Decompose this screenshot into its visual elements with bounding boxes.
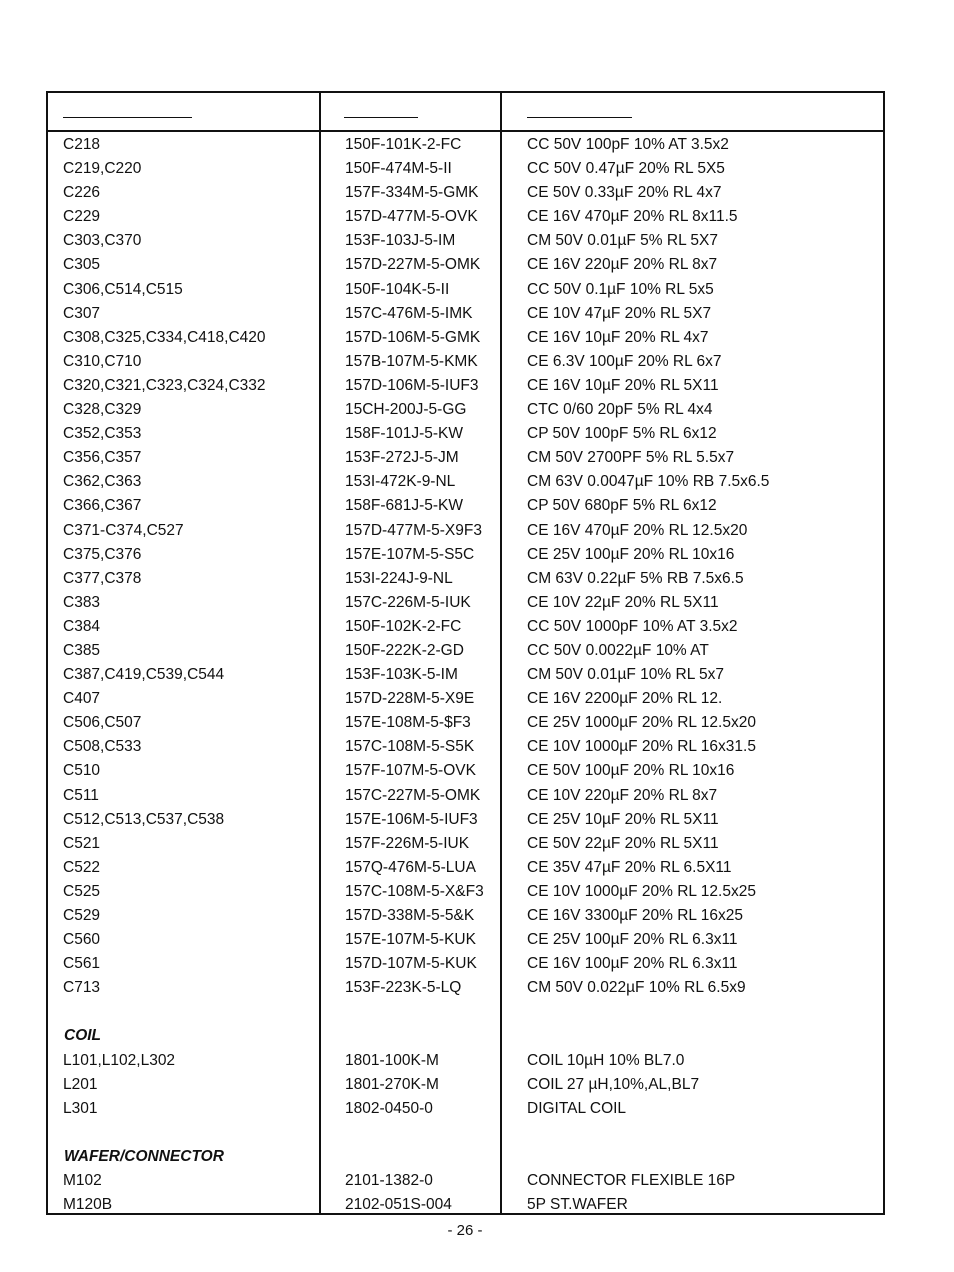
- description-cell: CE 6.3V 100µF 20% RL 6x7: [527, 352, 722, 370]
- ref-cell: C307: [63, 304, 101, 322]
- part-number-cell: 157D-106M-5-IUF3: [345, 376, 479, 394]
- table-row: [48, 856, 883, 880]
- table-row: [48, 494, 883, 518]
- header-divider: [48, 130, 883, 132]
- ref-cell: C328,C329: [63, 401, 142, 419]
- table-row: [48, 976, 883, 1000]
- ref-cell: C512,C513,C537,C538: [63, 810, 225, 828]
- ref-cell: C303,C370: [63, 232, 142, 250]
- table-row: [48, 952, 883, 976]
- description-cell: DIGITAL COIL: [527, 1099, 627, 1117]
- description-cell: CM 50V 0.022µF 10% RL 6.5x9: [527, 979, 746, 997]
- description-cell: CE 50V 0.33µF 20% RL 4x7: [527, 184, 722, 202]
- ref-cell: L101,L102,L302: [63, 1051, 176, 1069]
- part-number-cell: 157C-226M-5-IUK: [345, 593, 471, 611]
- part-number-cell: 157F-107M-5-OVK: [345, 762, 476, 780]
- table-row: [48, 350, 883, 374]
- table-row: [48, 784, 883, 808]
- table-row: [48, 326, 883, 350]
- ref-cell: C356,C357: [63, 449, 142, 467]
- ref-cell: C362,C363: [63, 473, 142, 491]
- description-cell: COIL 10µH 10% BL7.0: [527, 1051, 685, 1069]
- ref-cell: C375,C376: [63, 545, 142, 563]
- part-number-cell: 158F-681J-5-KW: [345, 497, 464, 515]
- ref-cell: C529: [63, 907, 101, 924]
- part-number-cell: 153F-272J-5-JM: [345, 449, 459, 467]
- part-number-cell: 2102-051S-004: [345, 1196, 452, 1214]
- description-cell: CTC 0/60 20pF 5% RL 4x4: [527, 401, 713, 419]
- ref-cell: C377,C378: [63, 569, 142, 587]
- part-number-cell: 157D-338M-5-5&K: [345, 907, 475, 924]
- description-cell: CONNECTOR FLEXIBLE 16P: [527, 1172, 736, 1190]
- table-row: [48, 832, 883, 856]
- table-row: [48, 278, 883, 302]
- part-number-cell: 150F-101K-2-FC: [345, 136, 462, 153]
- part-number-cell: 153F-103J-5-IM: [345, 232, 456, 250]
- part-number-cell: 2101-1382-0: [345, 1172, 433, 1190]
- part-number-cell: 157D-106M-5-GMK: [345, 328, 481, 346]
- description-cell: CE 16V 2200µF 20% RL 12.: [527, 690, 723, 708]
- part-number-cell: 157F-334M-5-GMK: [345, 184, 479, 202]
- ref-cell: C560: [63, 931, 101, 949]
- table-row: [48, 759, 883, 783]
- part-number-cell: 150F-102K-2-FC: [345, 617, 462, 635]
- table-row: [48, 157, 883, 181]
- part-number-cell: 157E-108M-5-$F3: [345, 714, 471, 732]
- part-number-cell: 153I-224J-9-NL: [345, 569, 453, 587]
- ref-cell: C407: [63, 690, 101, 708]
- ref-cell: C521: [63, 834, 101, 852]
- part-number-cell: 157D-107M-5-KUK: [345, 955, 477, 973]
- description-cell: CE 50V 22µF 20% RL 5X11: [527, 834, 719, 852]
- description-cell: CC 50V 0.0022µF 10% AT: [527, 641, 709, 659]
- description-cell: CE 25V 100µF 20% RL 10x16: [527, 545, 735, 563]
- table-row: [48, 470, 883, 494]
- part-number-cell: 157C-476M-5-IMK: [345, 304, 473, 322]
- part-number-cell: 157D-477M-5-X9F3: [345, 521, 482, 539]
- part-number-cell: 153F-223K-5-LQ: [345, 979, 462, 997]
- part-number-cell: 157E-107M-5-S5C: [345, 545, 475, 563]
- ref-cell: C371-C374,C527: [63, 521, 184, 539]
- ref-cell: C384: [63, 617, 101, 635]
- ref-cell: C385: [63, 641, 101, 659]
- table-row: [48, 880, 883, 904]
- part-number-cell: 153F-103K-5-IM: [345, 666, 458, 684]
- part-number-cell: 157C-227M-5-OMK: [345, 786, 481, 804]
- description-cell: CC 50V 1000pF 10% AT 3.5x2: [527, 617, 738, 635]
- part-number-cell: 157C-108M-5-S5K: [345, 738, 475, 756]
- description-cell: CC 50V 100pF 10% AT 3.5x2: [527, 136, 729, 153]
- part-number-cell: 157E-107M-5-KUK: [345, 931, 476, 949]
- description-header-underline: [527, 117, 632, 118]
- description-cell: CC 50V 0.47µF 20% RL 5X5: [527, 160, 725, 178]
- part-number-cell: 150F-104K-5-II: [345, 280, 450, 298]
- ref-cell: C305: [63, 256, 101, 274]
- part-number-cell: 15CH-200J-5-GG: [345, 401, 467, 419]
- description-cell: CE 16V 10µF 20% RL 4x7: [527, 328, 709, 346]
- table-row: [48, 808, 883, 832]
- part-number-cell: 150F-474M-5-II: [345, 160, 452, 178]
- description-cell: CP 50V 100pF 5% RL 6x12: [527, 425, 717, 443]
- location-header-underline: [63, 117, 192, 118]
- description-cell: CE 16V 100µF 20% RL 6.3x11: [527, 955, 738, 973]
- description-cell: CE 10V 1000µF 20% RL 12.5x25: [527, 882, 756, 900]
- table-row: [48, 253, 883, 277]
- ref-cell: C522: [63, 858, 101, 876]
- description-cell: CE 16V 470µF 20% RL 8x11.5: [527, 208, 738, 226]
- ref-cell: M120B: [63, 1196, 113, 1214]
- ref-cell: C352,C353: [63, 425, 142, 443]
- part-number-cell: 157Q-476M-5-LUA: [345, 858, 476, 876]
- table-row: [48, 374, 883, 398]
- table-row: [48, 133, 883, 157]
- ref-cell: C561: [63, 955, 101, 973]
- ref-cell: C508,C533: [63, 738, 142, 756]
- part-number-cell: 157C-108M-5-X&F3: [345, 882, 484, 900]
- description-cell: CE 10V 220µF 20% RL 8x7: [527, 786, 718, 804]
- part-number-cell: 1801-270K-M: [345, 1075, 439, 1093]
- part-number-cell: 1802-0450-0: [345, 1099, 433, 1117]
- table-row: [48, 639, 883, 663]
- table-body: [48, 133, 883, 1217]
- ref-cell: C366,C367: [63, 497, 142, 515]
- table-row: [48, 735, 883, 759]
- description-cell: CE 50V 100µF 20% RL 10x16: [527, 762, 735, 780]
- ref-cell: C219,C220: [63, 160, 142, 178]
- part-number-cell: 157D-227M-5-OMK: [345, 256, 481, 274]
- description-cell: CP 50V 680pF 5% RL 6x12: [527, 497, 717, 515]
- ref-cell: C506,C507: [63, 714, 142, 732]
- table-row: [48, 302, 883, 326]
- description-cell: CE 16V 220µF 20% RL 8x7: [527, 256, 718, 274]
- part-number-cell: 150F-222K-2-GD: [345, 641, 464, 659]
- part-number-cell: 157B-107M-5-KMK: [345, 352, 478, 370]
- table-row: [48, 615, 883, 639]
- part-number-header-underline: [344, 117, 418, 118]
- ref-cell: C310,C710: [63, 352, 142, 370]
- part-number-cell: 1801-100K-M: [345, 1051, 439, 1069]
- table-row: [48, 446, 883, 470]
- description-cell: CE 25V 1000µF 20% RL 12.5x20: [527, 714, 756, 732]
- spacer: [48, 1121, 883, 1145]
- table-row: [48, 229, 883, 253]
- description-cell: CE 10V 22µF 20% RL 5X11: [527, 593, 719, 611]
- description-cell: CC 50V 0.1µF 10% RL 5x5: [527, 280, 714, 298]
- table-row: [48, 543, 883, 567]
- ref-cell: C713: [63, 979, 101, 997]
- table-row: [48, 687, 883, 711]
- ref-cell: C387,C419,C539,C544: [63, 666, 225, 684]
- table-row: [48, 904, 883, 928]
- ref-cell: C229: [63, 208, 101, 226]
- ref-cell: C218: [63, 136, 101, 153]
- description-cell: CE 25V 100µF 20% RL 6.3x11: [527, 931, 738, 949]
- parts-table: [46, 91, 885, 1215]
- ref-cell: C525: [63, 882, 101, 900]
- page-number: - 26 -: [447, 1222, 483, 1239]
- ref-cell: M102: [63, 1172, 102, 1190]
- ref-cell: C308,C325,C334,C418,C420: [63, 328, 266, 346]
- table-row: [48, 663, 883, 687]
- ref-cell: L301: [63, 1099, 98, 1117]
- table-row: [48, 205, 883, 229]
- ref-cell: C511: [63, 786, 99, 804]
- table-row: [48, 1073, 883, 1097]
- table-row: [48, 519, 883, 543]
- section-heading-wafer-connector: WAFER/CONNECTOR: [64, 1147, 224, 1165]
- part-number-cell: 157F-226M-5-IUK: [345, 834, 470, 852]
- spacer: [48, 1000, 883, 1024]
- ref-cell: C510: [63, 762, 101, 780]
- ref-cell: C306,C514,C515: [63, 280, 183, 298]
- part-number-cell: 157D-228M-5-X9E: [345, 690, 475, 708]
- description-cell: CE 10V 47µF 20% RL 5X7: [527, 304, 712, 322]
- description-cell: CM 50V 2700PF 5% RL 5.5x7: [527, 449, 735, 467]
- table-row: [48, 181, 883, 205]
- description-cell: CE 25V 10µF 20% RL 5X11: [527, 810, 719, 828]
- table-row: [48, 1169, 883, 1193]
- section-heading-coil: COIL: [64, 1027, 102, 1045]
- table-row: [48, 398, 883, 422]
- description-cell: CE 16V 10µF 20% RL 5X11: [527, 376, 719, 394]
- ref-cell: C383: [63, 593, 101, 611]
- ref-cell: C320,C321,C323,C324,C332: [63, 376, 266, 394]
- description-cell: 5P ST.WAFER: [527, 1196, 628, 1214]
- part-number-cell: 157D-477M-5-OVK: [345, 208, 478, 226]
- description-cell: CE 35V 47µF 20% RL 6.5X11: [527, 858, 732, 876]
- part-number-cell: 158F-101J-5-KW: [345, 425, 464, 443]
- part-number-cell: 153I-472K-9-NL: [345, 473, 456, 491]
- table-row: [48, 1097, 883, 1121]
- description-cell: CM 63V 0.22µF 5% RB 7.5x6.5: [527, 569, 744, 587]
- description-cell: CE 16V 470µF 20% RL 12.5x20: [527, 521, 748, 539]
- table-row: [48, 591, 883, 615]
- description-cell: CM 63V 0.0047µF 10% RB 7.5x6.5: [527, 473, 770, 491]
- table-row: [48, 1049, 883, 1073]
- description-cell: COIL 27 µH,10%,AL,BL7: [527, 1075, 700, 1093]
- description-cell: CM 50V 0.01µF 5% RL 5X7: [527, 232, 719, 250]
- table-row: [48, 711, 883, 735]
- ref-cell: L201: [63, 1075, 98, 1093]
- part-number-cell: 157E-106M-5-IUF3: [345, 810, 478, 828]
- description-cell: CM 50V 0.01µF 10% RL 5x7: [527, 666, 725, 684]
- table-row: [48, 1193, 883, 1217]
- ref-cell: C226: [63, 184, 101, 202]
- table-row: [48, 928, 883, 952]
- table-row: [48, 422, 883, 446]
- table-row: [48, 567, 883, 591]
- description-cell: CE 10V 1000µF 20% RL 16x31.5: [527, 738, 756, 756]
- description-cell: CE 16V 3300µF 20% RL 16x25: [527, 907, 744, 924]
